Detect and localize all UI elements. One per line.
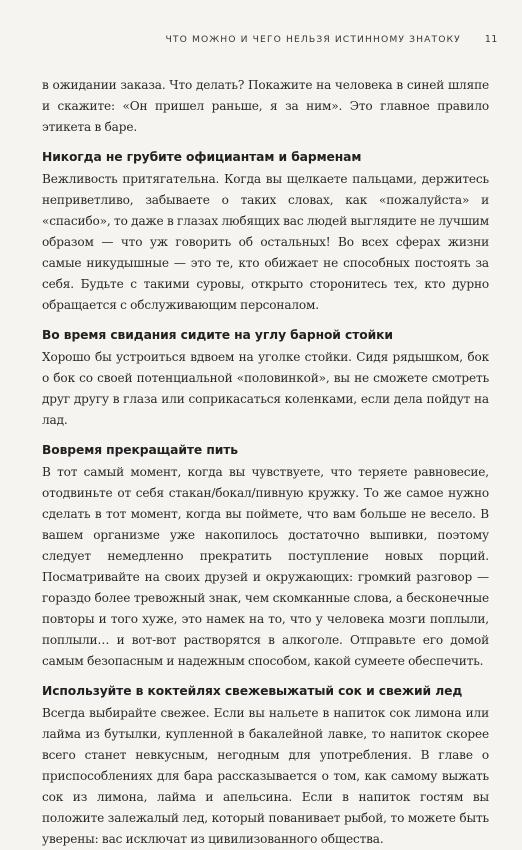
page-number: 11 bbox=[484, 33, 498, 45]
page-body bbox=[42, 75, 489, 850]
intro-paragraph: в ожидании заказа. Что делать? Покажите на человека в синей шляпе и скажите: «Он пришел раньше, я за ним». Это главное правило этикета в баре. bbox=[42, 78, 489, 134]
section-heading-stop-drinking: Вовремя прекращайте пить bbox=[42, 443, 238, 457]
section-heading-fresh-juice: Используйте в коктейлях свежевыжатый сок и свежий лед bbox=[42, 684, 463, 698]
section-text-fresh-juice: Всегда выбирайте свежее. Если вы нальете в напиток сок лимона или лайма из бутылки, купленной в бакалейной лавке, то напиток скорее всего станет невкусным, негодным для употребления. В главе о приспособлениях для бара рассказывается о том, как самому выжать сок из лимона, лайма и апельсина. Если в напиток гостям вы положите залежалый лед, который пованивает рыбой, то можете быть уверены: вас исключат из цивилизованного общества. bbox=[42, 706, 489, 846]
section-heading-date: Во время свидания сидите на углу барной стойки bbox=[42, 328, 393, 342]
section-text-waiters: Вежливость притягательна. Когда вы щелкаете пальцами, держитесь неприветливо, забываете о таких словах, как «пожалуйста» и «спасибо», то даже в глазах любящих вас людей выглядите не лучшим образом — что уж говорить об остальных! Во всех сферах жизни самые никудышные — это те, кто обижает не способных постоять за себя. Будьте с такими суровы, открыто сторонитесь тех, кто дурно обращается с обслуживающим персоналом. bbox=[42, 172, 489, 312]
section-text-stop-drinking: В тот самый момент, когда вы чувствуете, что теряете равновесие, отодвиньте от себя стакан/бокал/пивную кружку. То же самое нужно сделать в тот момент, когда вы поймете, что вам больше не весело. В вашем организме уже накопилось достаточно выпивки, поэтому следует немедленно прекратить поступление новых порций. Посматривайте на своих друзей и окружающих: громкий разговор — гораздо более тревожный знак, чем скомканные слова, а бесконечные повторы и того хуже, это намек на то, что у человека мозги поплыли, поплыли… и вот-вот растворятся в алкоголе. Отправьте его домой самым безопасным и надежным способом, какой сумеете обеспечить. bbox=[42, 465, 489, 668]
running-header bbox=[165, 32, 498, 46]
section-heading-waiters: Никогда не грубите официантам и барменам bbox=[42, 150, 362, 164]
running-title: ЧТО МОЖНО И ЧЕГО НЕЛЬЗЯ ИСТИННОМУ ЗНАТОКУ bbox=[165, 33, 461, 45]
section-text-date: Хорошо бы устроиться вдвоем на уголке стойки. Сидя рядышком, бок о бок со своей потенциальной «половинкой», вы не сможете смотреть друг другу в глаза или соприкасаться коленками, если дела пойдут на лад. bbox=[42, 350, 489, 427]
